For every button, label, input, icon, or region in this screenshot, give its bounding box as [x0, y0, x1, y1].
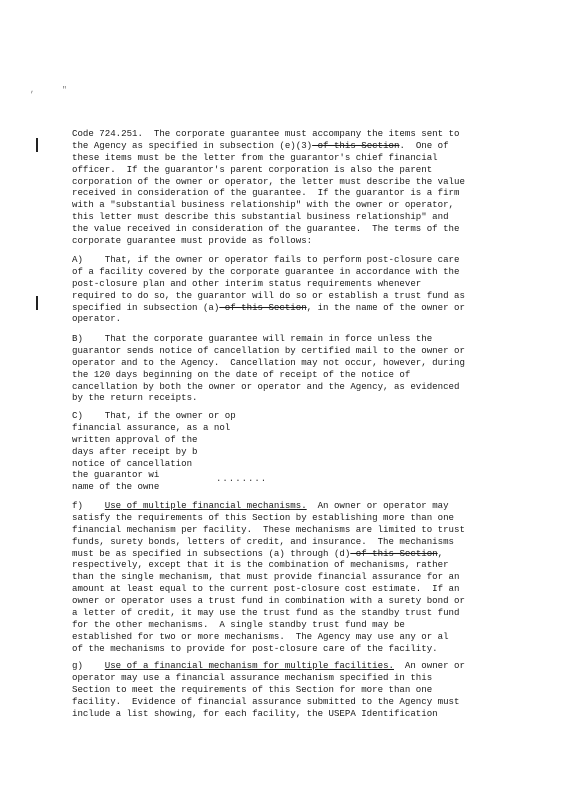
text-line: the Agency as specified in subsection (e)(3) of this Section. One of	[72, 139, 449, 151]
text-line: satisfy the requirements of this Section by establishing more than one	[72, 511, 454, 523]
text-line: financial mechanism per facility. These mechanisms are limited to trust	[72, 523, 465, 535]
paragraph-intro	[72, 128, 508, 247]
scan-speck: "	[62, 86, 67, 95]
paragraph-f-heading: f) Use of multiple financial mechanisms. An owner or operator may	[72, 500, 449, 511]
revision-bar	[36, 138, 38, 152]
text-line: include a list showing, for each facility, the USEPA Identification	[72, 707, 438, 719]
paragraph-b	[72, 333, 508, 404]
text-line: of the mechanisms to provide for post-closure care of the facility.	[72, 642, 438, 654]
text-line: B) That the corporate guarantee will remain in force unless the	[72, 333, 433, 344]
text-line: established for two or more mechanisms. The Agency may use any or al	[72, 630, 449, 642]
text-line: corporate guarantee must provide as follows:	[72, 235, 313, 247]
text-line: written approval of the	[72, 433, 198, 445]
text-line: funds, surety bonds, letters of credit, and insurance. The mechanisms	[72, 535, 454, 547]
scan-artifact: ........	[216, 474, 268, 484]
text-line: a letter of credit, it may use the trust fund as the standby trust fund	[72, 607, 460, 619]
text-line: days after receipt by b	[72, 445, 198, 457]
text-line: corporation of the owner or operator, the letter must describe the value	[72, 175, 465, 187]
text-line: must be as specified in subsections (a) through (d) of this Section,	[72, 547, 444, 559]
text-line: officer. If the guarantor's parent corporation is also the parent	[72, 163, 433, 175]
text-line: specified in subsection (a) of this Section, in the name of the owner or	[72, 301, 465, 313]
text-line: name of the owne	[72, 481, 160, 493]
text-line: owner or operator uses a trust fund in combination with a surety bond or	[72, 595, 465, 607]
text-line: Code 724.251. The corporate guarantee must accompany the items sent to	[72, 128, 460, 139]
text-line: financial assurance, as a nol	[72, 421, 231, 433]
text-line: cancellation by both the owner or operator and the Agency, as evidenced	[72, 380, 460, 392]
text-line: A) That, if the owner or operator fails to perform post-closure care	[72, 254, 460, 265]
text-line: these items must be the letter from the guarantor's chief financial	[72, 151, 438, 163]
scan-speck: ,	[30, 86, 35, 95]
paragraph-g-heading: g) Use of a financial mechanism for multiple facilities. An owner or	[72, 660, 465, 671]
text-line: this letter must describe this substantial business relationship" and	[72, 211, 449, 223]
text-line: post-closure plan and other interim status requirements whenever	[72, 277, 422, 289]
text-line: for the other mechanisms. A single standby trust fund may be	[72, 618, 405, 630]
text-line: by the return receipts.	[72, 392, 198, 404]
text-line: the 120 days beginning on the date of receipt of the notice of	[72, 368, 411, 380]
text-line: amount at least equal to the current post-closure cost estimate. If an	[72, 583, 460, 595]
paragraph-a	[72, 254, 508, 325]
text-line: operator may use a financial assurance mechanism specified in this	[72, 671, 433, 683]
text-line: respectively, except that it is the combination of mechanisms, rather	[72, 559, 449, 571]
revision-bar	[36, 296, 38, 310]
text-line: C) That, if the owner or op	[72, 410, 236, 421]
text-line: received in consideration of the guarantee. If the guarantor is a firm	[72, 187, 460, 199]
text-line: required to do so, the guarantor will do so or establish a trust fund as	[72, 289, 465, 301]
paragraph-g	[72, 660, 508, 719]
text-line: the guarantor wi	[72, 469, 160, 481]
text-line: with a "substantial business relationship" with the owner or operator,	[72, 199, 454, 211]
text-line: notice of cancellation	[72, 457, 193, 469]
text-line: the value received in consideration of the guarantee. The terms of the	[72, 223, 460, 235]
text-line: operator.	[72, 313, 122, 325]
text-line: Section to meet the requirements of this Section for more than one	[72, 683, 433, 695]
text-line: operator and to the Agency. Cancellation may not occur, however, during	[72, 356, 465, 368]
paragraph-f	[72, 500, 508, 655]
text-line: of a facility covered by the corporate guarantee in accordance with the	[72, 265, 460, 277]
text-line: than the single mechanism, that must provide financial assurance for an	[72, 571, 460, 583]
text-line: guarantor sends notice of cancellation by certified mail to the owner or	[72, 344, 465, 356]
text-line: facility. Evidence of financial assurance submitted to the Agency must	[72, 695, 460, 707]
